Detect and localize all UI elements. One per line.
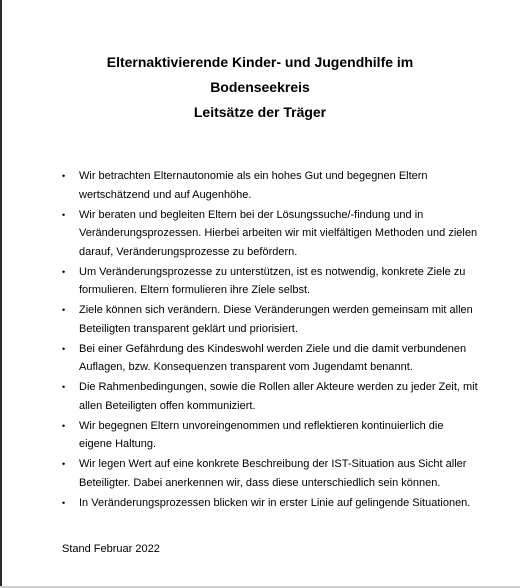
guideline-text: Wir begegnen Eltern unvoreingenommen und reflektieren kontinuierlich die eigene Haltung. xyxy=(79,419,444,450)
bullet-icon: • xyxy=(62,382,66,392)
guidelines-list xyxy=(58,167,478,514)
guideline-text: Wir beraten und begleiten Eltern bei der Lösungssuche/-findung und in Veränderungsprozessen. Hierbei arbeiten wir mit vielfältigen Methoden und zielen darauf, Veränderungsprozesse zu befördern. xyxy=(79,208,478,258)
guideline-item xyxy=(58,301,478,338)
bullet-icon: • xyxy=(62,305,66,315)
guideline-text: Wir betrachten Elternautonomie als ein hohes Gut und begegnen Eltern wertschätzend und auf Augenhöhe. xyxy=(79,170,428,201)
guideline-text: In Veränderungsprozessen blicken wir in erster Linie auf gelingende Situationen. xyxy=(79,496,471,509)
guideline-item xyxy=(58,340,478,377)
guideline-text: Ziele können sich verändern. Diese Veränderungen werden gemeinsam mit allen Beteiligten transparent geklärt und priorisiert. xyxy=(79,304,473,335)
title-line-2: Bodenseekreis xyxy=(210,79,310,95)
document-title xyxy=(0,50,520,125)
guideline-item xyxy=(58,167,478,204)
guideline-item xyxy=(58,455,478,492)
guideline-text: Um Veränderungsprozesse zu unterstützen, ist es notwendig, konkrete Ziele zu formulieren. Eltern formulieren ihre Ziele selbst. xyxy=(79,265,466,296)
bullet-icon: • xyxy=(62,209,66,220)
guideline-text: Bei einer Gefährdung des Kindeswohl werden Ziele und die damit verbundenen Auflagen, bzw. Konsequenzen transparent vom Jugendamt benannt. xyxy=(79,342,467,373)
bullet-icon: • xyxy=(62,171,66,181)
guideline-item xyxy=(58,206,478,262)
guideline-item xyxy=(58,378,478,415)
guideline-item xyxy=(58,494,478,513)
guideline-item xyxy=(58,417,478,454)
guideline-text: Wir legen Wert auf eine konkrete Beschreibung der IST-Situation aus Sicht aller Beteiligter. Dabei anerkennen wir, dass diese unterschiedlich sein können. xyxy=(79,458,467,489)
bullet-icon: • xyxy=(62,497,66,508)
bullet-icon: • xyxy=(62,459,66,469)
bullet-icon: • xyxy=(62,343,66,354)
document-date-footer: Stand Februar 2022 xyxy=(62,543,160,555)
guideline-text: Die Rahmenbedingungen, sowie die Rollen aller Akteure werden zu jeder Zeit, mit allen Beteiligten offen kommuniziert. xyxy=(79,381,478,412)
bullet-icon: • xyxy=(62,420,66,431)
bullet-icon: • xyxy=(62,266,66,277)
guideline-item xyxy=(58,263,478,300)
title-line-3: Leitsätze der Träger xyxy=(193,104,327,120)
title-line-1: Elternaktivierende Kinder- und Jugendhilfe im xyxy=(106,54,414,70)
